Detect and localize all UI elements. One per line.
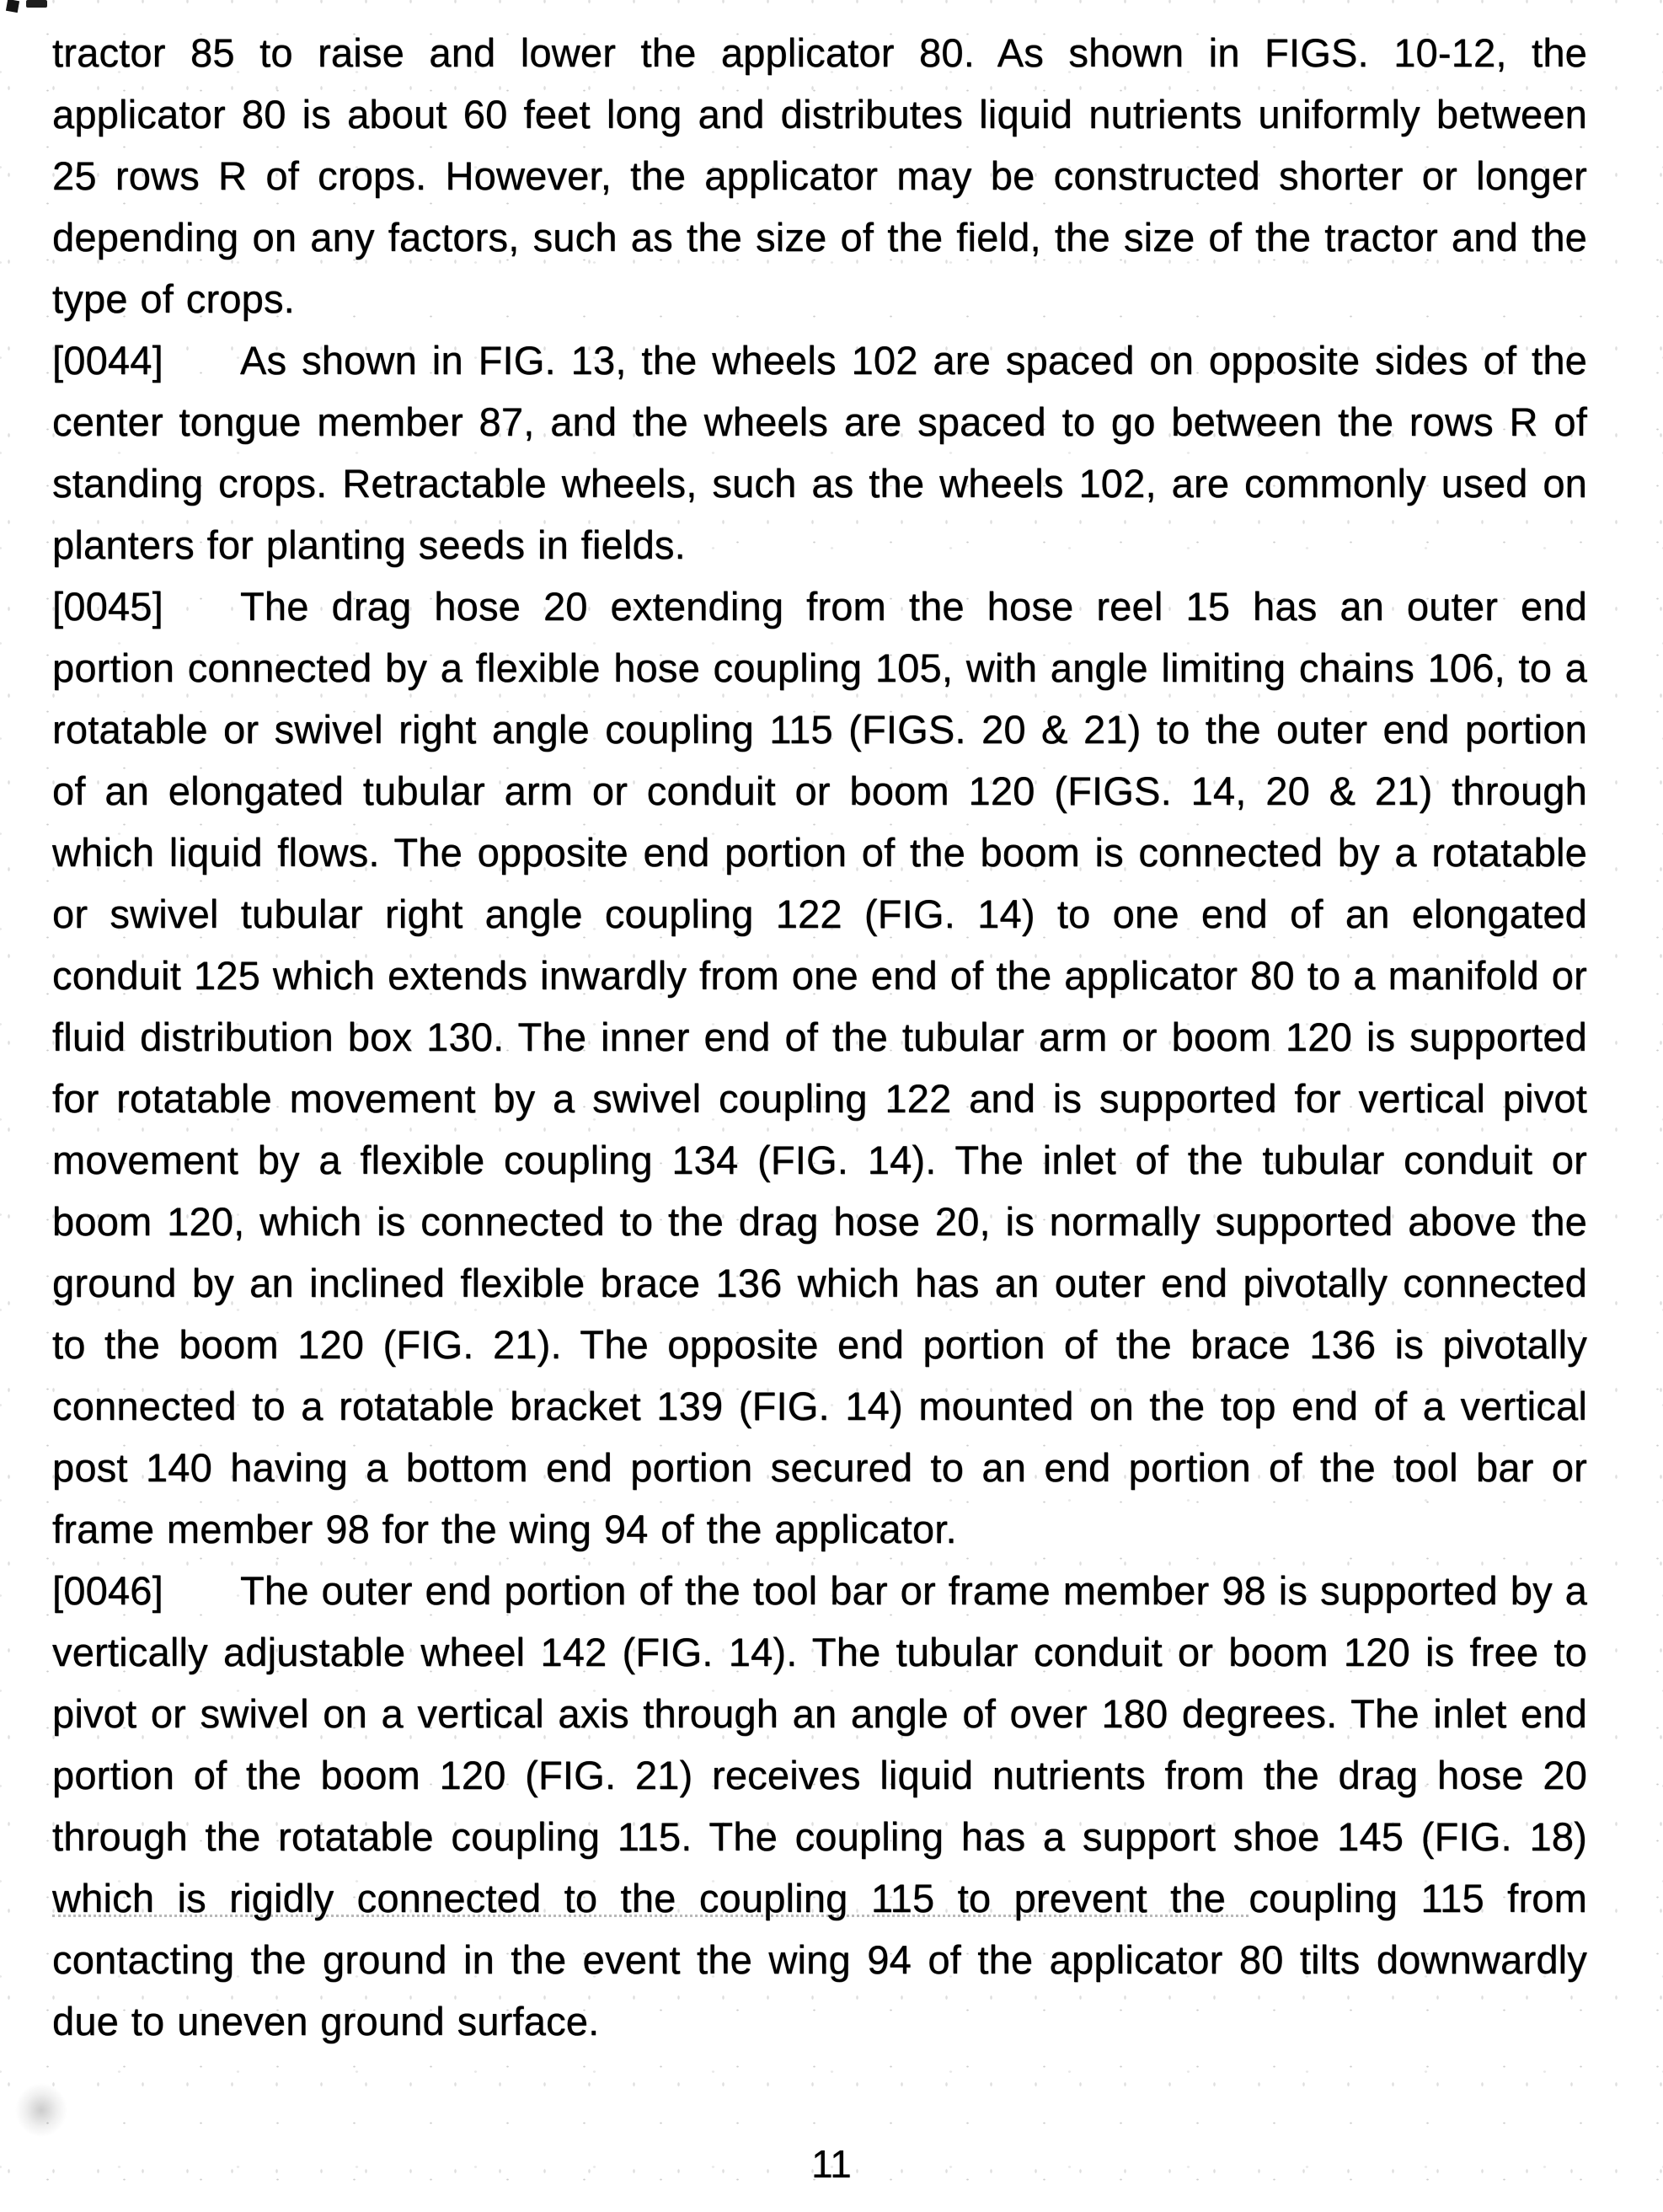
paragraph-text: tractor 85 to raise and lower the applicator 80. As shown in FIGS. 10-12, the applicator 80 is about 60 feet long and distributes liquid nutrients uniformly between 25 rows R of crops. However, the applicator may be constructed shorter or longer depending on any factors, such as the size of the field, the size of the tractor and the type of crops. bbox=[52, 30, 1587, 321]
scan-artifact-smudge bbox=[15, 2083, 67, 2137]
paragraph-0046 bbox=[52, 1560, 1587, 2052]
page-number: 11 bbox=[811, 2142, 852, 2186]
scan-artifact-corner bbox=[26, 0, 47, 8]
scan-artifact-corner bbox=[6, 0, 19, 13]
paragraph-0045 bbox=[52, 576, 1587, 1560]
paragraph-number-tag: [0046] bbox=[52, 1568, 163, 1613]
text-block bbox=[52, 22, 1587, 2052]
paragraph-number-tag: [0045] bbox=[52, 584, 163, 629]
paragraph-text: The outer end portion of the tool bar or frame member 98 is supported by a vertically adjustable wheel 142 (FIG. 14). The tubular conduit or boom 120 is free to pivot or swivel on a vertical axis through an angle of over 180 degrees. The inlet end portion of the boom 120 (FIG. 21) receives liquid nutrients from the drag hose 20 through the rotatable coupling 115. The coupling has a support shoe 145 (FIG. 18) which is rigidly connected to the coupling 115 to prevent the coupling 115 from contacting the ground in the event the wing 94 of the applicator 80 tilts downwardly due to uneven ground surface. bbox=[52, 1568, 1587, 2043]
paragraph-text: The drag hose 20 extending from the hose reel 15 has an outer end portion connected by a flexible hose coupling 105, with angle limiting chains 106, to a rotatable or swivel right angle coupling 115 (FIGS. 20 & 21) to the outer end portion of an elongated tubular arm or conduit or boom 120 (FIGS. 14, 20 & 21) through which liquid flows. The opposite end portion of the boom is connected by a rotatable or swivel tubular right angle coupling 122 (FIG. 14) to one end of an elongated conduit 125 which extends inwardly from one end of the applicator 80 to a manifold or fluid distribution box 130. The inner end of the tubular arm or boom 120 is supported for rotatable movement by a swivel coupling 122 and is supported for vertical pivot movement by a flexible coupling 134 (FIG. 14). The inlet of the tubular conduit or boom 120, which is connected to the drag hose 20, is normally supported above the ground by an inclined flexible brace 136 which has an outer end pivotally connected to the boom 120 (FIG. 21). The opposite end portion of the brace 136 is pivotally connected to a rotatable bracket 139 (FIG. 14) mounted on the top end of a vertical post 140 having a bottom end portion secured to an end portion of the tool bar or frame member 98 for the wing 94 of the applicator. bbox=[52, 584, 1587, 1551]
paragraph-continued bbox=[52, 22, 1587, 329]
paragraph-text: As shown in FIG. 13, the wheels 102 are spaced on opposite sides of the center tongue member 87, and the wheels are spaced to go between the rows R of standing crops. Retractable wheels, such as the wheels 102, are commonly used on planters for planting seeds in fields. bbox=[52, 338, 1587, 567]
paragraph-0044 bbox=[52, 329, 1587, 576]
paragraph-number-tag: [0044] bbox=[52, 338, 163, 383]
